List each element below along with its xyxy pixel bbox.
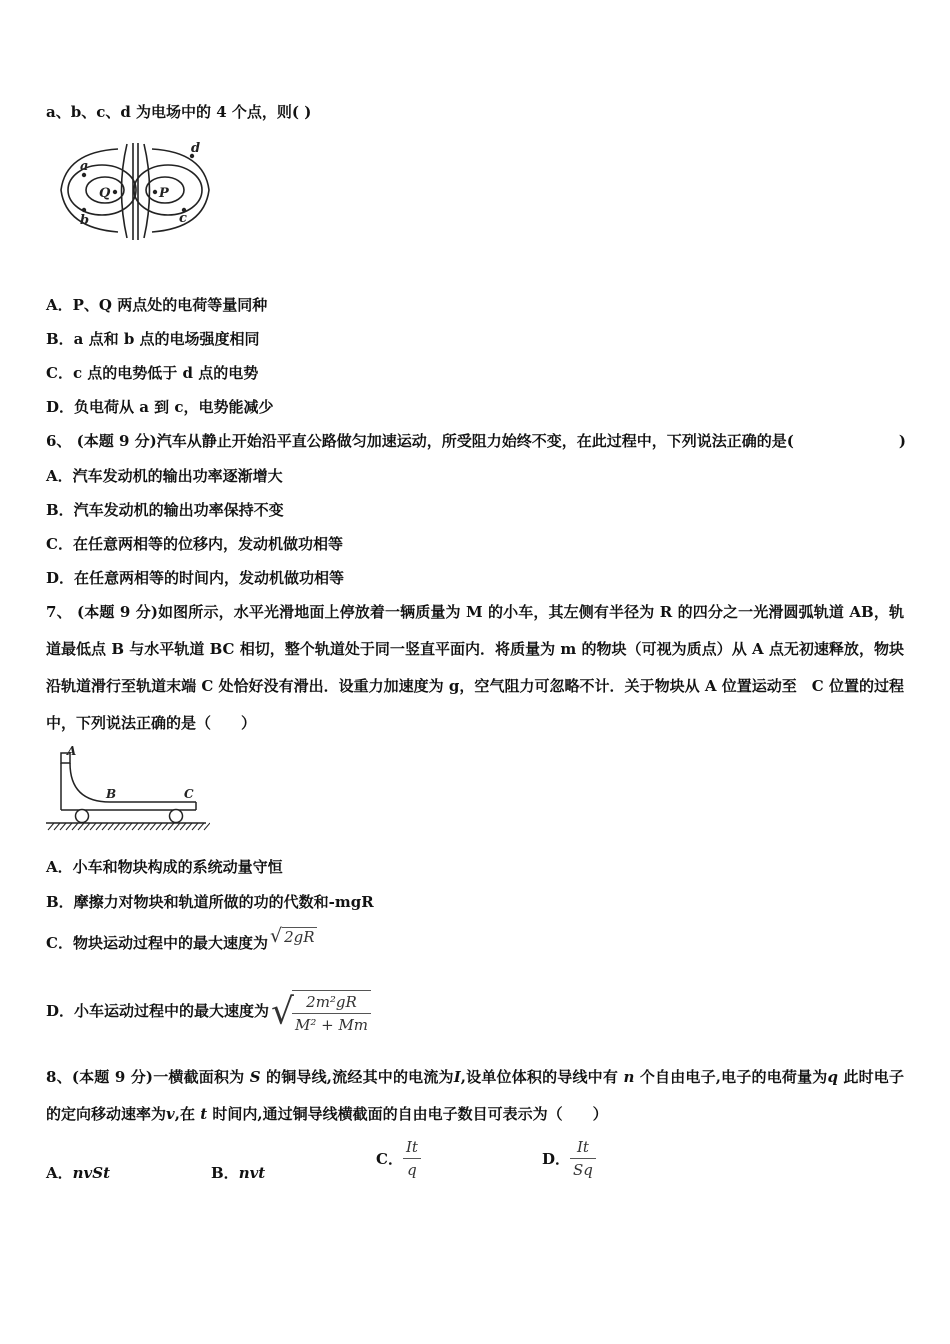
ground-hatch	[120, 823, 126, 830]
q5-option-c: C．c 点的电势低于 d 点的电势	[46, 364, 259, 382]
q8-option-c: C． $\frac{It}{q}$	[376, 1138, 421, 1179]
q8-var-v: v	[166, 1105, 175, 1123]
q8-option-d: D． $\frac{It}{Sq}$	[542, 1138, 596, 1179]
ground-hatch	[180, 823, 186, 830]
q6-stem-text: 6、 (本题 9 分)汽车从静止开始沿平直公路做匀加速运动，所受阻力始终不变，在此过程中，下列说法正确的是(	[46, 432, 794, 450]
ground-hatch	[72, 823, 78, 830]
q6-option-a: A．汽车发动机的输出功率逐渐增大	[46, 467, 283, 485]
label-Q: Q	[99, 186, 111, 201]
q7-option-d-text: D．小车运动过程中的最大速度为	[46, 1002, 270, 1020]
ground-hatch	[126, 823, 132, 830]
label-B: B	[106, 787, 117, 801]
ground-hatch	[138, 823, 144, 830]
q8-var-t: t	[200, 1105, 208, 1123]
q6-option-b: B．汽车发动机的输出功率保持不变	[46, 501, 284, 519]
electric-field-figure	[56, 140, 216, 244]
q6-option-c: C．在任意两相等的位移内，发动机做功相等	[46, 535, 343, 553]
ground-hatch	[66, 823, 72, 830]
q7-option-b: B．摩擦力对物块和轨道所做的功的代数和-mgR	[46, 893, 374, 911]
ground-hatch	[150, 823, 156, 830]
q8-text-5: 此时电子的定向移动速率为	[46, 1068, 904, 1123]
q7-d-numerator: 2m²gR	[292, 993, 371, 1014]
q6-close-paren: )	[898, 432, 906, 450]
q7-d-denominator: M² + Mm	[294, 1016, 369, 1034]
ground-hatch	[132, 823, 138, 830]
label-b: b	[80, 213, 90, 228]
ground-hatch	[174, 823, 180, 830]
label-P: P	[159, 186, 169, 201]
q8-d-denominator: Sq	[573, 1161, 593, 1179]
q8-text-2: 的铜导线,流经其中的电流为	[266, 1068, 454, 1086]
sqrt-fraction: √ $\frac{\text{2m²gR}}{\text{M² + Mm}}$	[271, 990, 371, 1034]
q5-option-d: D．负电荷从 a 到 c，电势能减少	[46, 398, 274, 416]
ground-hatch	[96, 823, 102, 830]
q8-stem	[46, 1059, 904, 1133]
sqrt-2gR: √ 2gR	[269, 925, 315, 947]
q7-stem: 7、 (本题 9 分)如图所示，水平光滑地面上停放着一辆质量为 M 的小车，其左侧有半径为 R 的四分之一光滑圆弧轨道 AB，轨道最低点 B 与水平轨道 BC 相切，整个轨道处于同一竖直平面内．将质量为 m 的物块（可视为质点）从 A 点无初速释放，物块沿轨道滑行至轨道末端 C 处恰好没有滑出．设重力加速度为 g，空气阻力可忽略不计．关于物块从 A 位置运动至 C 位置的过程中，下列说法正确的是（ ）	[46, 603, 904, 732]
cart-track-figure	[44, 744, 210, 832]
ground-hatch	[144, 823, 150, 830]
q7-option-c-text: C．物块运动过程中的最大速度为	[46, 934, 268, 952]
ground-hatch	[204, 823, 210, 830]
label-c: c	[179, 211, 187, 226]
q5-option-a: A．P、Q 两点处的电荷等量同种	[46, 296, 268, 314]
q8-text-3: ,设单位体积的导线中有	[460, 1068, 619, 1086]
q8-c-denominator: q	[407, 1161, 417, 1179]
q8-option-b: B．nvt	[211, 1164, 266, 1182]
q7-option-c	[46, 926, 317, 960]
q8-option-a: A．nvSt	[46, 1164, 111, 1182]
q5-stem: a、b、c、d 为电场中的 4 个点，则( )	[46, 103, 312, 121]
q8-var-n: n	[623, 1068, 635, 1086]
q8-text-6: ,在	[174, 1105, 195, 1123]
ground-hatch	[156, 823, 162, 830]
q8-text-7: 时间内,通过铜导线横截面的自由电子数目可表示为（ ）	[212, 1105, 608, 1123]
q8-var-q: q	[827, 1068, 838, 1086]
ground-hatch	[78, 823, 84, 830]
q7-option-d	[46, 984, 371, 1038]
label-a: a	[80, 159, 89, 174]
ground-hatch	[186, 823, 192, 830]
q8-var-I: I	[453, 1068, 461, 1086]
q8-c-numerator: It	[403, 1138, 421, 1159]
q7-option-a: A．小车和物块构成的系统动量守恒	[46, 858, 283, 876]
ground-hatch	[162, 823, 168, 830]
label-d: d	[191, 141, 201, 156]
q6-stem	[46, 431, 906, 451]
ground-hatch	[168, 823, 174, 830]
ground-hatch	[114, 823, 120, 830]
ground-hatch	[48, 823, 54, 830]
ground-hatch	[84, 823, 90, 830]
q6-option-d: D．在任意两相等的时间内，发动机做功相等	[46, 569, 345, 587]
q5-option-b: B．a 点和 b 点的电场强度相同	[46, 330, 260, 348]
q8-d-numerator: It	[570, 1138, 596, 1159]
q8-text-1: 8、(本题 9 分)一横截面积为	[46, 1068, 245, 1086]
ground-hatch	[192, 823, 198, 830]
label-A: A	[67, 744, 77, 758]
ground-hatch	[102, 823, 108, 830]
label-C: C	[184, 787, 194, 801]
q8-var-S: S	[249, 1068, 261, 1086]
ground-hatch	[60, 823, 66, 830]
ground-hatch	[198, 823, 204, 830]
ground-hatch	[90, 823, 96, 830]
ground-hatch	[54, 823, 60, 830]
q8-text-4: 个自由电子,电子的电荷量为	[639, 1068, 828, 1086]
ground-hatch	[108, 823, 114, 830]
